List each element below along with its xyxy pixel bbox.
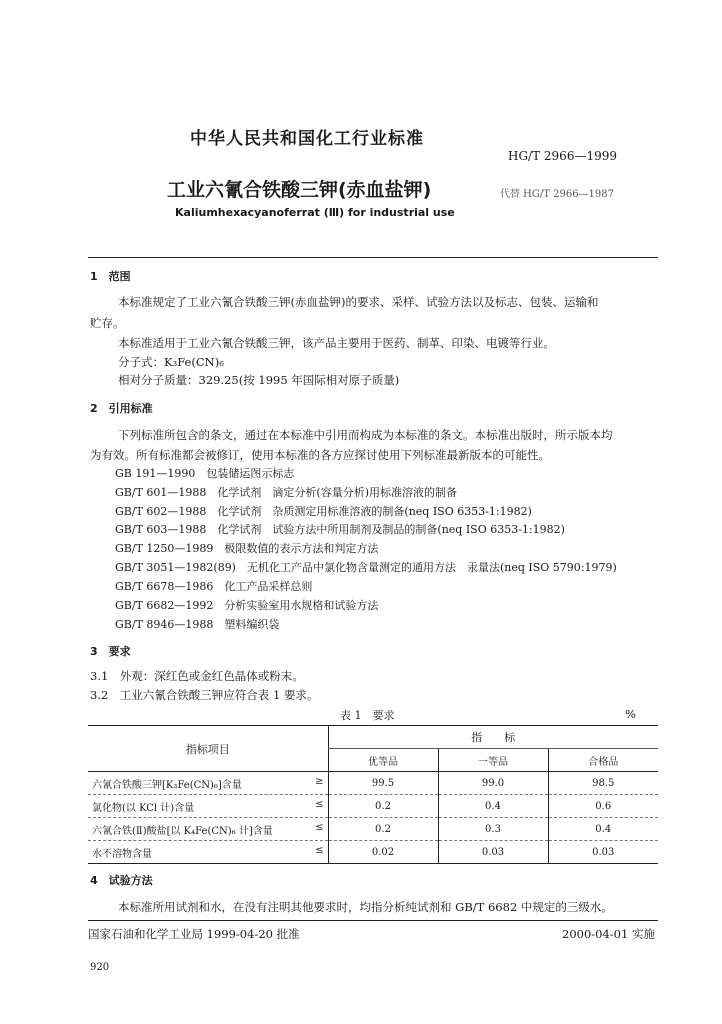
reference-item: GB/T 1250—1989 极限数值的表示方法和判定方法: [115, 542, 379, 555]
requirements-table: [88, 725, 658, 864]
table-header-grade: 合格品: [548, 749, 658, 772]
table-unit: %: [625, 707, 636, 721]
table-cell: 0.2: [328, 818, 438, 841]
reference-item: GB/T 602—1988 化学试剂 杂质测定用标准溶液的制备(neq ISO 6353-1:1982): [115, 505, 532, 518]
org-title: 中华人民共和国化工行业标准: [190, 129, 424, 149]
section-4-heading: 4 试验方法: [90, 874, 153, 887]
table-cell: 0.02: [328, 841, 438, 864]
item-3-1: 3.1 外观：深红色或金红色晶体或粉末。: [90, 669, 304, 683]
table-header-grade: 一等品: [438, 749, 548, 772]
table-header-group: 指 标: [328, 726, 658, 749]
section-1-para-1: 本标准规定了工业六氰合铁酸三钾(赤血盐钾)的要求、采样、试验方法以及标志、包装、运输和: [118, 295, 599, 309]
reference-item: GB/T 6682—1992 分析实验室用水规格和试验方法: [115, 599, 379, 612]
page-number: 920: [90, 962, 110, 973]
table-cell: 99.5: [328, 772, 438, 795]
section-3-heading: 3 要求: [90, 645, 131, 658]
footer-rule: [88, 920, 658, 921]
molar-mass: 相对分子质量：329.25(按 1995 年国际相对原子质量): [118, 373, 400, 387]
section-1-para-2: 本标准适用于工业六氰合铁酸三钾，该产品主要用于医药、制革、印染、电镀等行业。: [118, 336, 555, 350]
reference-item: GB/T 601—1988 化学试剂 滴定分析(容量分析)用标准溶液的制备: [115, 486, 457, 499]
english-title: Kaliumhexacyanoferrat (Ⅲ) for industrial use: [175, 206, 455, 219]
table-cell-name: 六氰合铁(Ⅱ)酸盐[以 K₄Fe(CN)₆ 计]含量 ≤: [88, 818, 328, 841]
table-cell: 0.6: [548, 795, 658, 818]
reference-item: GB/T 3051—1982(89) 无机化工产品中氯化物含量测定的通用方法 汞量法(neq ISO 5790:1979): [115, 561, 617, 574]
replaces-note: 代替 HG/T 2966—1987: [500, 189, 615, 200]
table-cell: 0.03: [548, 841, 658, 864]
implementation-date: 2000-04-01 实施: [562, 927, 655, 941]
reference-item: GB/T 603—1988 化学试剂 试验方法中所用制剂及制品的制备(neq ISO 6353-1:1982): [115, 523, 565, 536]
table-cell: 0.4: [548, 818, 658, 841]
section-1-heading: 1 范围: [90, 270, 131, 283]
approval-note: 国家石油和化学工业局 1999-04-20 批准: [88, 927, 300, 941]
section-2-para-cont: 为有效。所有标准都会被修订，使用本标准的各方应探讨使用下列标准最新版本的可能性。: [90, 448, 550, 462]
table-caption: 表 1 要求: [340, 709, 395, 722]
table-row: [88, 795, 658, 818]
table-cell-name: 氯化物(以 KCl 计)含量 ≤: [88, 795, 328, 818]
table-header-grade: 优等品: [328, 749, 438, 772]
table-cell: 0.4: [438, 795, 548, 818]
table-header-item: 指标项目: [88, 726, 328, 772]
reference-item: GB/T 8946—1988 塑料编织袋: [115, 618, 280, 631]
table-cell: 0.2: [328, 795, 438, 818]
header-rule: [88, 257, 658, 258]
standard-number: HG/T 2966—1999: [508, 149, 617, 163]
molecular-formula: 分子式：K₃Fe(CN)₆: [118, 355, 224, 369]
page-title: 工业六氰合铁酸三钾(赤血盐钾): [167, 179, 432, 201]
table-row: [88, 841, 658, 864]
section-1-para-1-cont: 贮存。: [90, 316, 125, 330]
item-3-2: 3.2 工业六氰合铁酸三钾应符合表 1 要求。: [90, 688, 319, 702]
section-2-para: 下列标准所包含的条文，通过在本标准中引用而构成为本标准的条文。本标准出版时，所示版本均: [118, 428, 613, 442]
section-4-para: 本标准所用试剂和水，在没有注明其他要求时，均指分析纯试剂和 GB/T 6682 中规定的三级水。: [118, 900, 613, 914]
table-cell: 0.03: [438, 841, 548, 864]
table-cell: 99.0: [438, 772, 548, 795]
table-cell-name: 水不溶物含量 ≤: [88, 841, 328, 864]
section-2-heading: 2 引用标准: [90, 402, 153, 415]
reference-item: GB/T 6678—1986 化工产品采样总则: [115, 580, 313, 593]
table-row: [88, 818, 658, 841]
reference-item: GB 191—1990 包装储运图示标志: [115, 467, 295, 480]
table-cell-name: 六氰合铁酸三钾[K₃Fe(CN)₆]含量 ≥: [88, 772, 328, 795]
table-row: [88, 772, 658, 795]
table-cell: 0.3: [438, 818, 548, 841]
table-cell: 98.5: [548, 772, 658, 795]
